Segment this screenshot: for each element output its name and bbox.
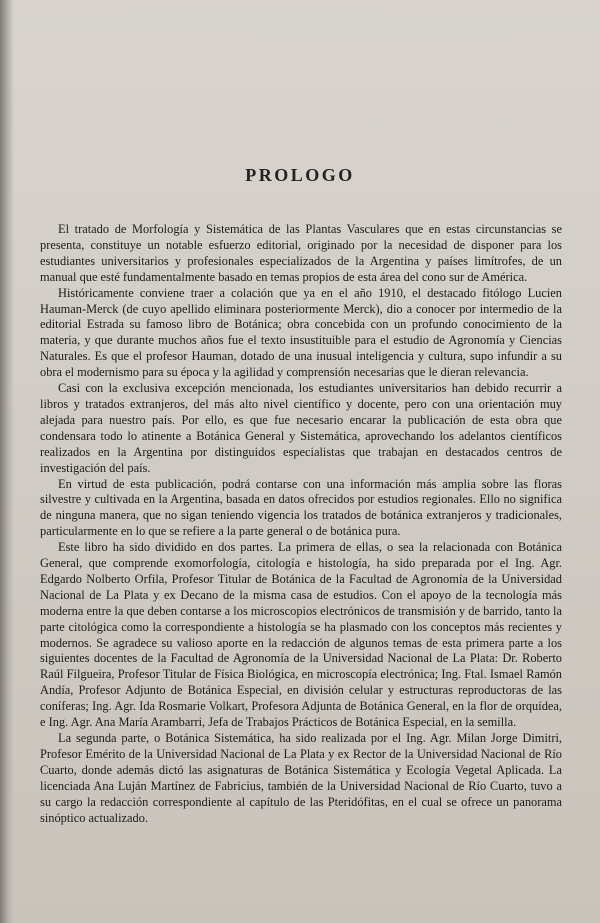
prologue-body <box>40 222 562 826</box>
page-title: PROLOGO <box>245 165 355 185</box>
paragraph: Históricamente conviene traer a colación que ya en el año 1910, el destacado fitólogo Lucien Hauman-Merck (de cuyo apellido eliminara posteriormente Merck), dio a conocer por intermedio de la editorial Estrada su famoso libro de Botánica; obra concebida con un profundo conocimiento de la materia, y que durante muchos años fue el texto insustituible para el estudio de Agronomía y Ciencias Naturales. Es que el profesor Hauman, dotado de una inusual inteligencia y cultura, supo infundir a su obra el modernismo para su época y la agilidad y comprensión necesarias que le dieran relevancia. <box>40 285 562 380</box>
paragraph: Este libro ha sido dividido en dos partes. La primera de ellas, o sea la relacionada con Botánica General, que comprende exomorfología, citología e histología, ha sido preparada por el Ing. Agr. Edgardo Nolberto Orfila, Profesor Titular de Botánica de la Facultad de Agronomía de la Universidad Nacional de La Plata y ex Decano de la misma casa de estudios. Con el apoyo de la tecnología más moderna entre la que deben contarse a los microscopios electrónicos de transmisión y de barrido, tanto la parte citológica como la correspondiente a histología se ha plasmado con los conceptos más recientes y modernos. Se agradece su valioso aporte en la redacción de algunos temas de esta primera parte a los siguientes docentes de la Facultad de Agronomía de la Universidad Nacional de La Plata: Dr. Roberto Raúl Filgueira, Profesor Titular de Física Biológica, en microscopía electrónica; Ing. Ftal. Ismael Ramón Andía, Profesor Adjunto de Botánica Especial, en división celular y estructuras reproductoras de las coníferas; Ing. Agr. Ida Rosmarie Volkart, Profesora Adjunta de Botánica General, en la flor de orquídea, e Ing. Agr. Ana María Arambarri, Jefa de Trabajos Prácticos de Botánica Especial, en la semilla. <box>40 540 562 730</box>
paragraph: Casi con la exclusiva excepción mencionada, los estudiantes universitarios han debido recurrir a libros y tratados extranjeros, del más alto nivel científico y docente, pero con una orientación muy alejada para nuestro país. Por ello, es que fue necesario encarar la publicación de esta obra que condensara todo lo atinente a Botánica General y Sistemática, aprovechando los adelantos científicos realizados en la Argentina por distinguidos especialistas que trabajan en destacados centros de investigación del país. <box>40 381 562 475</box>
paragraph: En virtud de esta publicación, podrá contarse con una información más amplia sobre las floras silvestre y cultivada en la Argentina, basada en datos ofrecidos por estudios regionales. Ello no significa de ninguna manera, que no sigan teniendo vigencia los tratados de botánica extranjeros y tradicionales, particularmente en lo que se refiere a la parte general o de botánica pura. <box>40 476 562 539</box>
paragraph: La segunda parte, o Botánica Sistemática, ha sido realizada por el Ing. Agr. Milan Jorge Dimitri, Profesor Emérito de la Universidad Nacional de La Plata y ex Rector de la Universidad Nacional de Río Cuarto, donde además dictó las asignaturas de Botánica Sistemática y Ecología Vegetal Aplicada. La licenciada Ana Luján Martínez de Fabricius, también de la Universidad Nacional de Río Cuarto, tuvo a su cargo la redacción correspondiente al capítulo de las Pteridófitas, en el cual se ofrece un panorama sinóptico actualizado. <box>40 731 562 825</box>
paragraph: El tratado de Morfología y Sistemática de las Plantas Vasculares que en estas circunstancias se presenta, constituye un notable esfuerzo editorial, originado por la necesidad de disponer para los estudiantes universitarios y profesionales especializados de la Argentina y países limítrofes, de un manual que esté fundamentalmente basado en temas propios de esta área del cono sur de América. <box>40 222 562 284</box>
page-gutter-shadow <box>0 0 14 923</box>
